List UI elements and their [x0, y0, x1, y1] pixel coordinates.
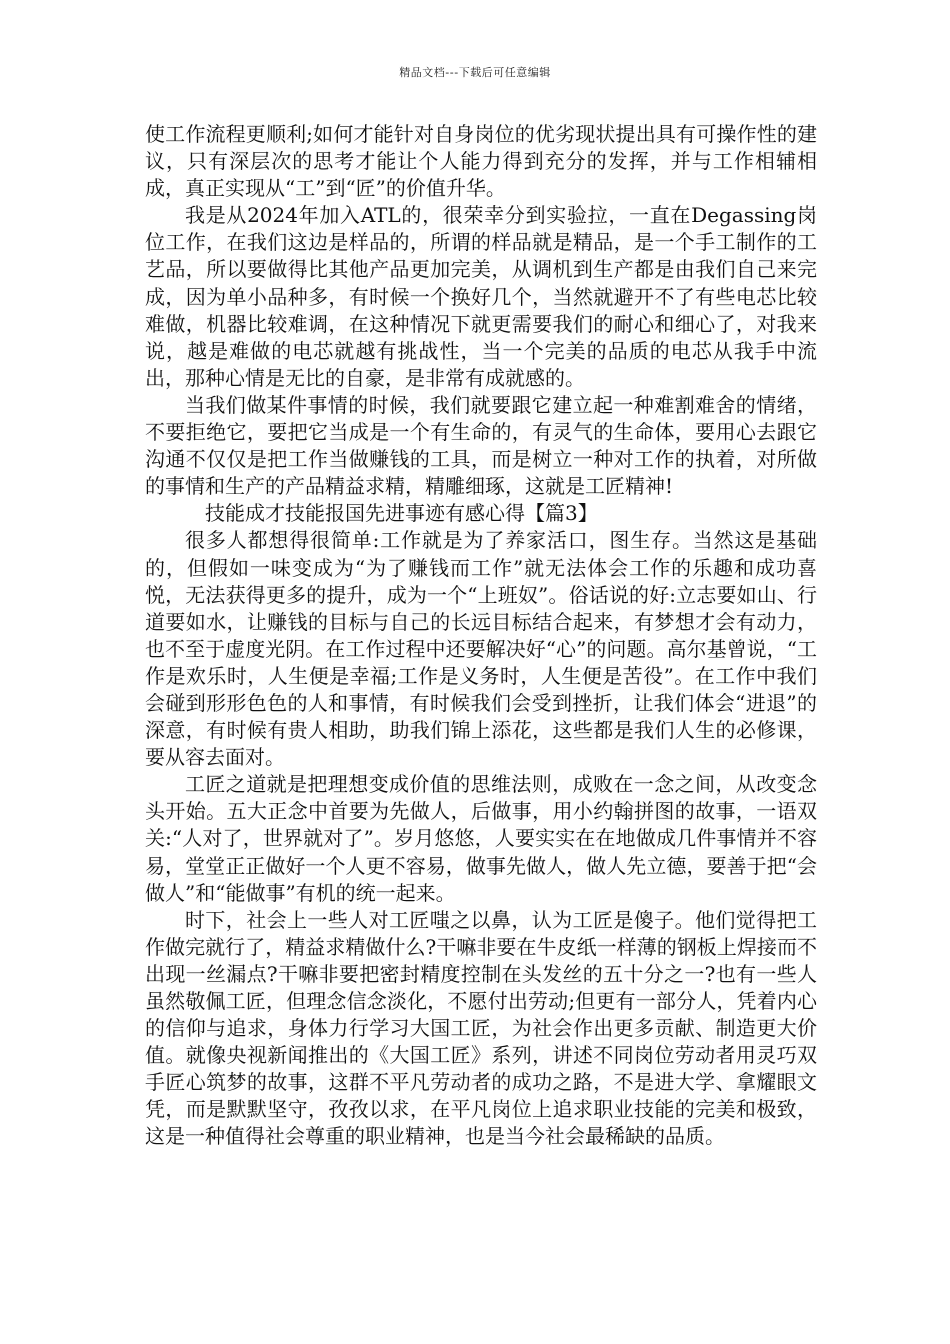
document-body	[145, 121, 817, 1151]
paragraph: 当我们做某件事情的时候，我们就要跟它建立起一种难割难舍的情绪，不要拒绝它，要把它当成是一个有生命的，有灵气的生命体，要用心去跟它沟通不仅仅是把工作当做赚钱的工具，而是树立一种对工作的执着，对所做的事情和生产的产品精益求精，精雕细琢，这就是工匠精神!	[145, 392, 817, 499]
page-header: 精品文档---下载后可任意编辑	[399, 66, 551, 79]
paragraph: 工匠之道就是把理想变成价值的思维法则，成败在一念之间，从改变念头开始。五大正念中首要为先做人，后做事，用小约翰拼图的故事，一语双关:“人对了，世界就对了”。岁月悠悠，人要实实在在地做成几件事情并不容易，堂堂正正做好一个人更不容易，做事先做人，做人先立德，要善于把“会做人”和“能做事”有机的统一起来。	[145, 772, 817, 905]
paragraph: 很多人都想得很简单:工作就是为了养家活口，图生存。当然这是基础的，但假如一味变成为“为了赚钱而工作”就无法体会工作的乐趣和成功喜悦，无法获得更多的提升，成为一个“上班奴”。俗话说的好:立志要如山、行道要如水，让赚钱的目标与自己的长远目标结合起来，有梦想才会有动力，也不至于虚度光阴。在工作过程中还要解决好“心”的问题。高尔基曾说，“工作是欢乐时，人生便是幸福;工作是义务时，人生便是苦役”。在工作中我们会碰到形形色色的人和事情，有时候我们会受到挫折，让我们体会“进退”的深意，有时候有贵人相助，助我们锦上添花，这些都是我们人生的必修课，要从容去面对。	[145, 528, 817, 770]
paragraph: 使工作流程更顺利;如何才能针对自身岗位的优劣现状提出具有可操作性的建议，只有深层次的思考才能让个人能力得到充分的发挥，并与工作相辅相成，真正实现从“工”到“匠”的价值升华。	[145, 122, 817, 201]
section-heading: 技能成才技能报国先进事迹有感心得【篇3】	[205, 501, 598, 526]
paragraph: 时下，社会上一些人对工匠嗤之以鼻，认为工匠是傻子。他们觉得把工作做完就行了，精益求精做什么?干嘛非要在牛皮纸一样薄的钢板上焊接而不出现一丝漏点?干嘛非要把密封精度控制在头发丝的五十分之一?也有一些人虽然敬佩工匠，但理念信念淡化，不愿付出劳动;但更有一部分人，凭着内心的信仰与追求，身体力行学习大国工匠，为社会作出更多贡献、制造更大价值。就像央视新闻推出的《大国工匠》系列，讲述不同岗位劳动者用灵巧双手匠心筑梦的故事，这群不平凡劳动者的成功之路，不是进大学、拿耀眼文凭，而是默默坚守，孜孜以求，在平凡岗位上追求职业技能的完美和极致，这是一种值得社会尊重的职业精神，也是当今社会最稀缺的品质。	[145, 907, 817, 1149]
paragraph: 我是从2024年加入ATL的，很荣幸分到实验拉，一直在Degassing岗位工作，在我们这边是样品的，所谓的样品就是精品，是一个手工制作的工艺品，所以要做得比其他产品更加完美，从调机到生产都是由我们自己来完成，因为单小品种多，有时候一个换好几个，当然就避开不了有些电芯比较难做，机器比较难调，在这种情况下就更需要我们的耐心和细心了，对我来说，越是难做的电芯就越有挑战性，当一个完美的品质的电芯从我手中流出，那种心情是无比的自豪，是非常有成就感的。	[145, 203, 817, 390]
